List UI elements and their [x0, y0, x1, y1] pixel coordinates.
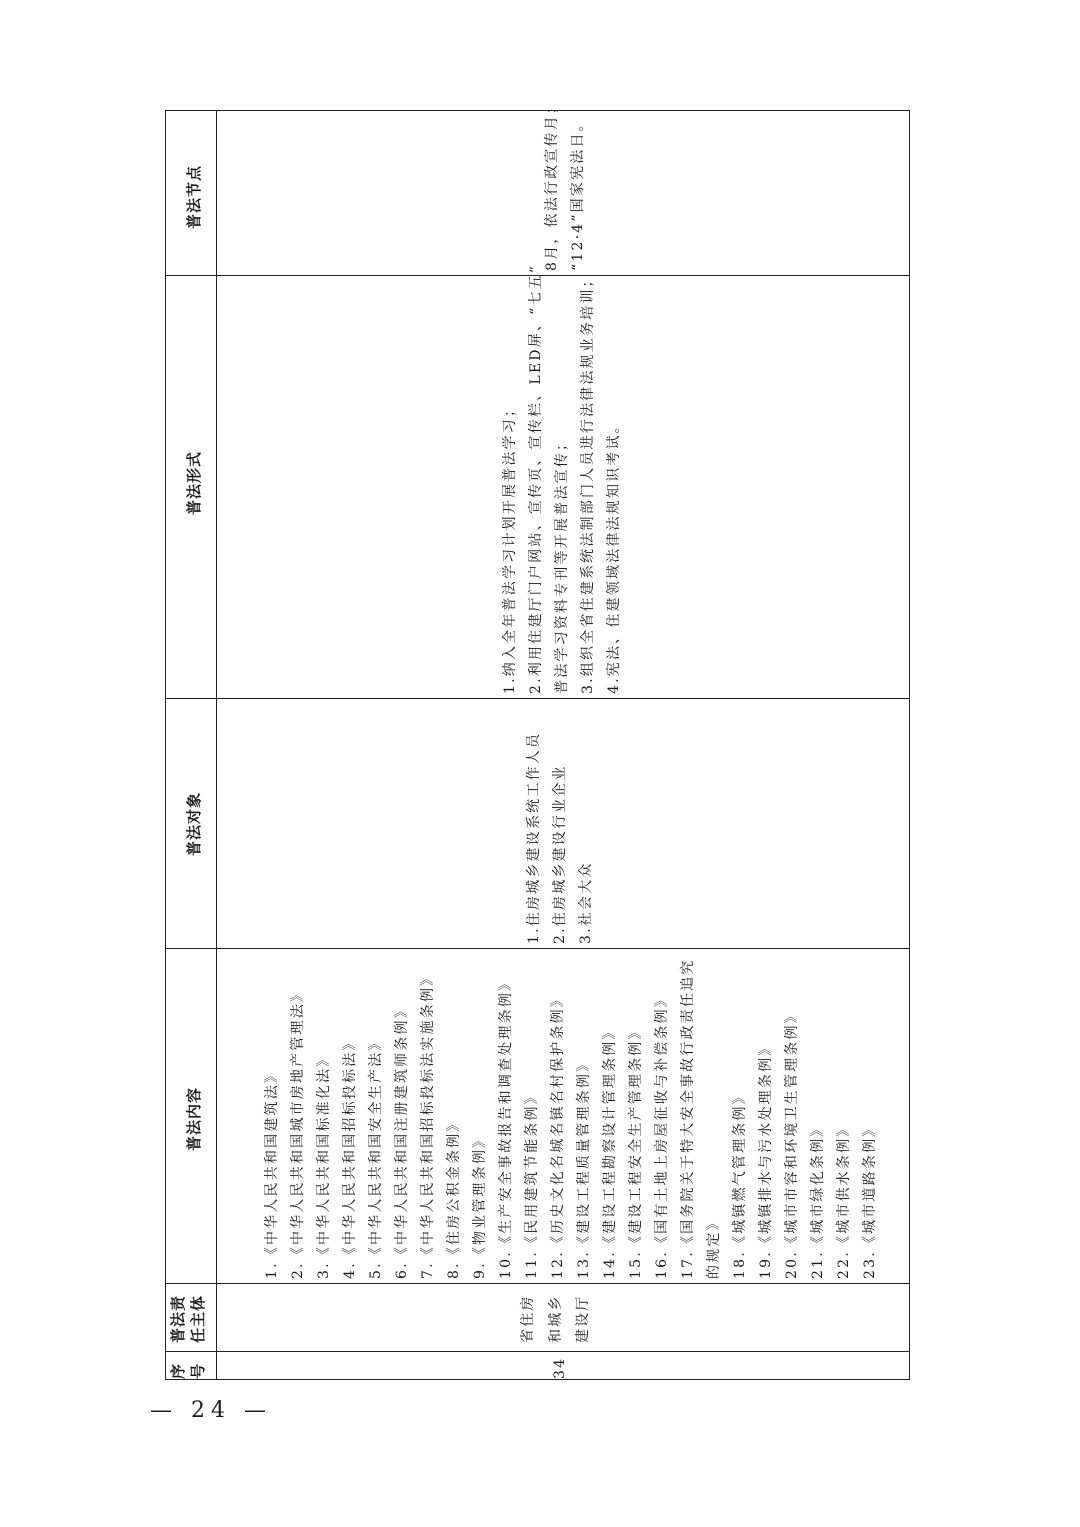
audience-item: 2.住房城乡建设行业企业	[552, 764, 568, 944]
content-item: 14.《建设工程勘察设计管理条例》	[602, 1023, 618, 1279]
content-item: 12.《历史文化名城名镇名村保护条例》	[550, 990, 566, 1279]
content-item: 19.《城镇排水与污水处理条例》	[758, 1039, 774, 1279]
content-item: 23.《城市道路条例》	[862, 1120, 878, 1279]
content-item: 6.《中华人民共和国注册建筑师条例》	[394, 1002, 410, 1279]
table-divider	[166, 1351, 909, 1352]
row-subject-line: 建设厅	[575, 1294, 591, 1343]
header-form: 普法形式	[185, 450, 203, 515]
form-item: 普法学习资料专刊等开展普法宣传；	[554, 434, 570, 694]
content-item: 7.《中华人民共和国招标投标法实施条例》	[420, 969, 436, 1279]
row-subject-line: 省住房	[520, 1294, 536, 1343]
content-item: 8.《住房公积金条例》	[446, 1115, 462, 1279]
form-item: 2.利用住建厅门户网站、宣传页、宣传栏、LED屏、“七五”	[528, 263, 544, 694]
page-number: — 24 —	[150, 1398, 272, 1423]
content-item: 20.《城市市容和环境卫生管理条例》	[784, 1007, 800, 1279]
content-item: 15.《建设工程安全生产管理条例》	[628, 1023, 644, 1279]
table-divider	[166, 948, 909, 949]
content-item: 3.《中华人民共和国标准化法》	[316, 1050, 332, 1279]
content-item: 4.《中华人民共和国招标投标法》	[342, 1034, 358, 1279]
header-node: 普法节点	[185, 164, 203, 229]
table-divider	[166, 698, 909, 699]
header-subject-text: 普法责任主体	[169, 1294, 207, 1343]
content-item: 13.《建设工程质量管理条例》	[576, 1055, 592, 1279]
table	[165, 97, 910, 1380]
audience-item: 1.住房城乡建设系统工作人员	[526, 731, 542, 944]
table-divider	[166, 1283, 909, 1284]
header-subject	[168, 1295, 208, 1343]
row-seq: 34	[552, 1356, 568, 1379]
row-subject-line: 和城乡	[548, 1294, 564, 1343]
content-item: 18.《城镇燃气管理条例》	[732, 1088, 748, 1279]
content-item: 5.《中华人民共和国安全生产法》	[368, 1034, 384, 1279]
form-item: 3.组织全省住建系统法制部门人员进行法律法规业务培训；	[580, 271, 596, 694]
header-seq-text: 序号	[169, 1363, 207, 1379]
content-item: 1.《中华人民共和国建筑法》	[264, 1066, 280, 1279]
content-item: 16.《国有土地上房屋征收与补偿条例》	[654, 990, 670, 1279]
header-content: 普法内容	[185, 1086, 203, 1151]
content-item: 的规定》	[706, 1214, 722, 1279]
content-item: 9.《物业管理条例》	[472, 1131, 488, 1279]
audience-item: 3.社会大众	[578, 861, 594, 944]
content-item: 10.《生产安全事故报告和调查处理条例》	[498, 974, 514, 1279]
content-item: 2.《中华人民共和国城市房地产管理法》	[290, 985, 306, 1279]
form-item: 1.纳入全年普法学习计划开展普法学习；	[502, 400, 518, 694]
content-item: 11.《民用建筑节能条例》	[524, 1088, 540, 1279]
content-item: 22.《城市供水条例》	[836, 1120, 852, 1279]
node-item: “12·4”国家宪法日。	[570, 115, 586, 271]
content-item: 17.《国务院关于特大安全事故行政责任追究	[680, 958, 696, 1279]
table-divider	[216, 111, 217, 1379]
header-audience: 普法对象	[185, 791, 203, 856]
content-item: 21.《城市绿化条例》	[810, 1120, 826, 1279]
node-item: 8月，依法行政宣传月；	[544, 97, 560, 271]
form-item: 4.宪法、住建领域法律法规知识考试。	[606, 417, 622, 694]
header-seq	[168, 1359, 208, 1379]
